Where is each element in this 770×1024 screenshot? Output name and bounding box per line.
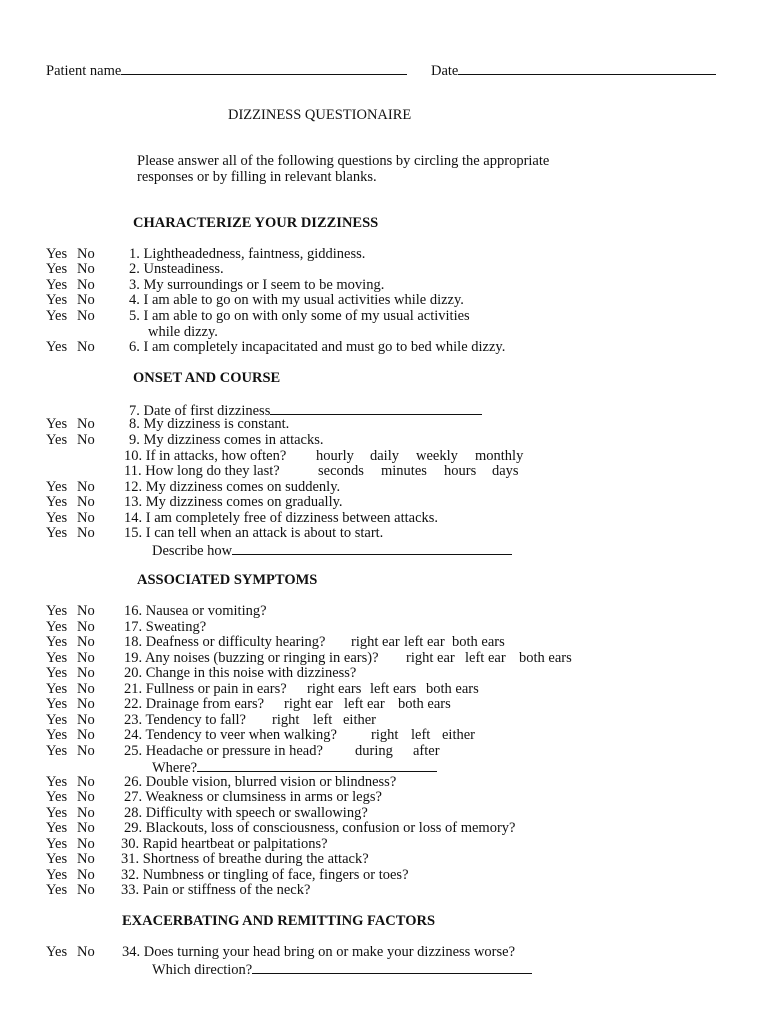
no-option[interactable]: No xyxy=(77,246,95,262)
question-number: 17. xyxy=(124,619,143,635)
question-15-continuation xyxy=(152,542,512,560)
question-text: Pain or stiffness of the neck? xyxy=(142,882,311,898)
q11-option-days[interactable]: days xyxy=(492,463,519,479)
q10-option-hourly[interactable]: hourly xyxy=(316,448,354,464)
section-heading-associated: ASSOCIATED SYMPTOMS xyxy=(137,572,318,588)
q21-option-left-ears[interactable]: left ears xyxy=(370,681,417,697)
yes-no-q22[interactable] xyxy=(46,697,95,713)
yes-option[interactable]: Yes xyxy=(46,681,68,697)
question-16 xyxy=(124,604,267,620)
yes-option[interactable]: Yes xyxy=(46,416,68,432)
yes-option[interactable]: Yes xyxy=(46,510,68,526)
no-option[interactable]: No xyxy=(77,619,95,635)
question-number: 16. xyxy=(124,603,143,619)
question-number: 9. xyxy=(129,432,140,448)
yes-no-q24[interactable] xyxy=(46,728,95,744)
q11-option-seconds[interactable]: seconds xyxy=(318,463,364,479)
no-option[interactable]: No xyxy=(77,851,95,867)
q21-option-right-ears[interactable]: right ears xyxy=(307,681,362,697)
question-4 xyxy=(129,293,464,309)
yes-no-q15[interactable] xyxy=(46,526,95,542)
date-field[interactable] xyxy=(431,62,716,80)
patient-name-field[interactable] xyxy=(46,62,407,80)
yes-option[interactable]: Yes xyxy=(46,634,68,650)
section-heading-exacerbating: EXACERBATING AND REMITTING FACTORS xyxy=(122,913,436,929)
question-text: Change in this noise with dizziness? xyxy=(145,665,357,681)
yes-option[interactable]: Yes xyxy=(46,261,68,277)
yes-option[interactable]: Yes xyxy=(46,277,68,293)
question-13 xyxy=(124,495,343,511)
yes-no-q34[interactable] xyxy=(46,945,95,961)
no-option[interactable]: No xyxy=(77,882,95,898)
no-option[interactable]: No xyxy=(77,308,95,324)
question-number: 14. xyxy=(124,510,143,526)
first-dizziness-date-blank[interactable] xyxy=(270,402,482,415)
question-number: 22. xyxy=(124,696,143,712)
no-option[interactable]: No xyxy=(77,525,95,541)
yes-option[interactable]: Yes xyxy=(46,246,68,262)
question-text: Rapid heartbeat or palpitations? xyxy=(142,836,328,852)
q23-option-left[interactable]: left xyxy=(313,712,333,728)
question-number: 18. xyxy=(124,634,143,650)
question-text: If in attacks, how often? xyxy=(145,448,287,464)
yes-option[interactable]: Yes xyxy=(46,836,68,852)
yes-option[interactable]: Yes xyxy=(46,820,68,836)
no-option[interactable]: No xyxy=(77,650,95,666)
question-text: Unsteadiness. xyxy=(143,261,224,277)
question-text: My surroundings or I seem to be moving. xyxy=(143,277,385,293)
question-number: 32. xyxy=(121,867,140,883)
question-number: 3. xyxy=(129,277,140,293)
question-29 xyxy=(124,821,515,837)
question-number: 15. xyxy=(124,525,143,541)
question-text: I can tell when an attack is about to start. xyxy=(145,525,384,541)
question-text: I am able to go on with only some of my usual activities xyxy=(143,308,470,324)
question-text: My dizziness comes on gradually. xyxy=(145,494,343,510)
no-option[interactable]: No xyxy=(77,696,95,712)
question-number: 10. xyxy=(124,448,143,464)
which-direction-blank[interactable] xyxy=(252,961,532,974)
no-option[interactable]: No xyxy=(77,479,95,495)
q24-option-left[interactable]: left xyxy=(411,727,431,743)
question-text: Sweating? xyxy=(145,619,207,635)
question-22 xyxy=(124,697,264,713)
q10-option-monthly[interactable]: monthly xyxy=(475,448,524,464)
question-8 xyxy=(129,417,289,433)
question-text: My dizziness comes on suddenly. xyxy=(145,479,341,495)
no-option[interactable]: No xyxy=(77,681,95,697)
yes-option[interactable]: Yes xyxy=(46,650,68,666)
question-number: 21. xyxy=(124,681,143,697)
q10-option-daily[interactable]: daily xyxy=(370,448,399,464)
question-text: Any noises (buzzing or ringing in ears)? xyxy=(144,650,379,666)
q22-option-right-ear[interactable]: right ear xyxy=(284,696,333,712)
question-text: Lightheadedness, faintness, giddiness. xyxy=(143,246,366,262)
question-text: Blackouts, loss of consciousness, confusion or loss of memory? xyxy=(145,820,516,836)
q18-option-left-ear[interactable]: left ear xyxy=(404,634,445,650)
date-blank[interactable] xyxy=(458,62,716,75)
section-heading-onset: ONSET AND COURSE xyxy=(133,370,281,386)
q25-option-after[interactable]: after xyxy=(413,743,440,759)
where-label: Where? xyxy=(152,760,198,776)
question-text: My dizziness is constant. xyxy=(143,416,290,432)
yes-no-q8[interactable] xyxy=(46,417,95,433)
q19-option-left-ear[interactable]: left ear xyxy=(465,650,506,666)
question-15 xyxy=(124,526,383,542)
no-option[interactable]: No xyxy=(77,261,95,277)
yes-no-q27[interactable] xyxy=(46,790,95,806)
yes-no-q9[interactable] xyxy=(46,433,95,449)
q19-option-right-ear[interactable]: right ear xyxy=(406,650,455,666)
question-text: Drainage from ears? xyxy=(145,696,265,712)
q18-option-right-ear[interactable]: right ear xyxy=(351,634,400,650)
question-9 xyxy=(129,433,324,449)
question-number: 20. xyxy=(124,665,143,681)
question-text: Double vision, blurred vision or blindness? xyxy=(145,774,397,790)
no-option[interactable]: No xyxy=(77,820,95,836)
q25-option-during[interactable]: during xyxy=(355,743,393,759)
section-heading-characterize: CHARACTERIZE YOUR DIZZINESS xyxy=(133,215,379,231)
yes-option[interactable]: Yes xyxy=(46,851,68,867)
question-number: 4. xyxy=(129,292,140,308)
no-option[interactable]: No xyxy=(77,603,95,619)
question-2 xyxy=(129,262,224,278)
question-number: 13. xyxy=(124,494,143,510)
no-option[interactable]: No xyxy=(77,510,95,526)
yes-no-q20[interactable] xyxy=(46,666,95,682)
yes-option[interactable]: Yes xyxy=(46,727,68,743)
yes-option[interactable]: Yes xyxy=(46,867,68,883)
no-option[interactable]: No xyxy=(77,292,95,308)
no-option[interactable]: No xyxy=(77,634,95,650)
question-text: Difficulty with speech or swallowing? xyxy=(145,805,368,821)
question-6 xyxy=(129,340,505,356)
yes-option[interactable]: Yes xyxy=(46,743,68,759)
describe-how-label: Describe how xyxy=(152,543,233,559)
question-number: 31. xyxy=(121,851,140,867)
question-18 xyxy=(124,635,325,651)
question-text: How long do they last? xyxy=(145,463,280,479)
no-option[interactable]: No xyxy=(77,665,95,681)
q11-option-minutes[interactable]: minutes xyxy=(381,463,427,479)
question-text: I am completely free of dizziness between attacks. xyxy=(145,510,439,526)
yes-option[interactable]: Yes xyxy=(46,292,68,308)
date-label: Date xyxy=(431,63,459,79)
question-number: 33. xyxy=(121,882,140,898)
q11-option-hours[interactable]: hours xyxy=(444,463,477,479)
where-blank[interactable] xyxy=(197,759,437,772)
question-text: I am completely incapacitated and must go to bed while dizzy. xyxy=(143,339,506,355)
question-number: 24. xyxy=(124,727,143,743)
yes-option[interactable]: Yes xyxy=(46,479,68,495)
question-number: 26. xyxy=(124,774,143,790)
q23-option-either[interactable]: either xyxy=(343,712,377,728)
no-option[interactable]: No xyxy=(77,432,95,448)
q21-option-both-ears[interactable]: both ears xyxy=(426,681,479,697)
question-text: Shortness of breathe during the attack? xyxy=(142,851,369,867)
question-number: 12. xyxy=(124,479,143,495)
question-number: 28. xyxy=(124,805,143,821)
yes-option[interactable]: Yes xyxy=(46,774,68,790)
question-34 xyxy=(122,945,515,961)
which-direction-label: Which direction? xyxy=(152,962,253,978)
question-24 xyxy=(124,728,337,744)
question-number: 29. xyxy=(124,820,143,836)
question-text: Headache or pressure in head? xyxy=(145,743,323,759)
question-number: 34. xyxy=(122,944,141,960)
question-text: Tendency to veer when walking? xyxy=(145,727,337,743)
q19-option-both-ears[interactable]: both ears xyxy=(519,650,572,666)
question-number: 5. xyxy=(129,308,140,324)
q22-option-left-ear[interactable]: left ear xyxy=(344,696,385,712)
question-number: 8. xyxy=(129,416,140,432)
patient-name-label: Patient name xyxy=(46,63,122,79)
yes-option[interactable]: Yes xyxy=(46,789,68,805)
yes-option[interactable]: Yes xyxy=(46,603,68,619)
yes-no-q5[interactable] xyxy=(46,309,95,325)
yes-no-q2[interactable] xyxy=(46,262,95,278)
page-title: DIZZINESS QUESTIONAIRE xyxy=(228,107,412,123)
no-option[interactable]: No xyxy=(77,339,95,355)
q10-option-weekly[interactable]: weekly xyxy=(416,448,458,464)
question-text: Does turning your head bring on or make your dizziness worse? xyxy=(143,944,516,960)
yes-option[interactable]: Yes xyxy=(46,696,68,712)
instructions-line-2: responses or by filling in relevant blanks. xyxy=(137,169,377,185)
no-option[interactable]: No xyxy=(77,727,95,743)
yes-no-q13[interactable] xyxy=(46,495,95,511)
yes-option[interactable]: Yes xyxy=(46,665,68,681)
yes-no-q18[interactable] xyxy=(46,635,95,651)
yes-option[interactable]: Yes xyxy=(46,805,68,821)
question-31 xyxy=(121,852,369,868)
yes-option[interactable]: Yes xyxy=(46,494,68,510)
no-option[interactable]: No xyxy=(77,774,95,790)
question-text: Weakness or clumsiness in arms or legs? xyxy=(145,789,382,805)
yes-option[interactable]: Yes xyxy=(46,525,68,541)
question-33 xyxy=(121,883,310,899)
question-number: 30. xyxy=(121,836,140,852)
question-34-continuation xyxy=(152,961,532,979)
yes-no-q31[interactable] xyxy=(46,852,95,868)
yes-no-q33[interactable] xyxy=(46,883,95,899)
question-number: 23. xyxy=(124,712,143,728)
q22-option-both-ears[interactable]: both ears xyxy=(398,696,451,712)
no-option[interactable]: No xyxy=(77,836,95,852)
question-text: Deafness or difficulty hearing? xyxy=(145,634,326,650)
question-text: Date of first dizziness xyxy=(143,403,271,419)
no-option[interactable]: No xyxy=(77,494,95,510)
no-option[interactable]: No xyxy=(77,867,95,883)
question-text: Tendency to fall? xyxy=(145,712,246,728)
yes-option[interactable]: Yes xyxy=(46,712,68,728)
no-option[interactable]: No xyxy=(77,277,95,293)
question-text: I am able to go on with my usual activities while dizzy. xyxy=(143,292,464,308)
yes-option[interactable]: Yes xyxy=(46,339,68,355)
yes-option[interactable]: Yes xyxy=(46,432,68,448)
question-27 xyxy=(124,790,382,806)
question-20 xyxy=(124,666,356,682)
question-25 xyxy=(124,744,323,760)
question-number: 19. xyxy=(124,650,143,666)
question-text: My dizziness comes in attacks. xyxy=(143,432,324,448)
question-number: 27. xyxy=(124,789,143,805)
yes-no-q25[interactable] xyxy=(46,744,95,760)
no-option[interactable]: No xyxy=(77,743,95,759)
question-11 xyxy=(124,464,280,480)
patient-name-blank[interactable] xyxy=(121,62,407,75)
question-number: 1. xyxy=(129,246,140,262)
question-text: Fullness or pain in ears? xyxy=(145,681,287,697)
no-option[interactable]: No xyxy=(77,712,95,728)
no-option[interactable]: No xyxy=(77,944,95,960)
question-text: Numbness or tingling of face, fingers or toes? xyxy=(142,867,409,883)
yes-no-q29[interactable] xyxy=(46,821,95,837)
yes-no-q16[interactable] xyxy=(46,604,95,620)
yes-no-q6[interactable] xyxy=(46,340,95,356)
q18-option-both-ears[interactable]: both ears xyxy=(452,634,505,650)
no-option[interactable]: No xyxy=(77,416,95,432)
yes-option[interactable]: Yes xyxy=(46,619,68,635)
no-option[interactable]: No xyxy=(77,805,95,821)
question-number: 25. xyxy=(124,743,143,759)
yes-option[interactable]: Yes xyxy=(46,308,68,324)
question-number: 7. xyxy=(129,403,140,419)
q24-option-right[interactable]: right xyxy=(371,727,399,743)
q24-option-either[interactable]: either xyxy=(442,727,476,743)
yes-option[interactable]: Yes xyxy=(46,882,68,898)
instructions-line-1: Please answer all of the following questions by circling the appropriate xyxy=(137,153,550,169)
yes-option[interactable]: Yes xyxy=(46,944,68,960)
question-number: 6. xyxy=(129,339,140,355)
question-5-continuation: while dizzy. xyxy=(148,324,218,340)
q23-option-right[interactable]: right xyxy=(272,712,300,728)
question-number: 11. xyxy=(124,463,142,479)
question-text: Nausea or vomiting? xyxy=(145,603,267,619)
no-option[interactable]: No xyxy=(77,789,95,805)
question-5 xyxy=(129,309,470,325)
question-number: 2. xyxy=(129,261,140,277)
describe-how-blank[interactable] xyxy=(232,542,512,555)
yes-no-q4[interactable] xyxy=(46,293,95,309)
